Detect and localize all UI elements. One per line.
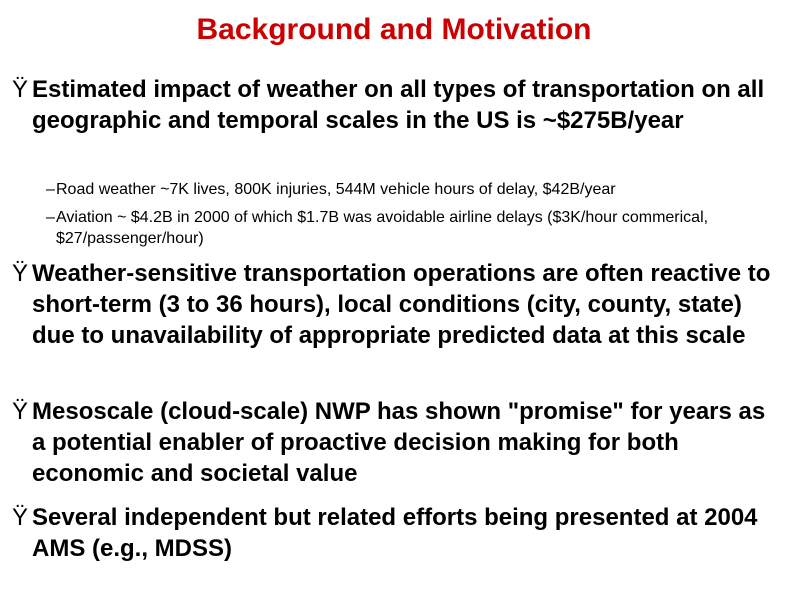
bullet-text: Estimated impact of weather on all types of transportation on all geographic and temporal scales in the US is ~$275B/year [32,76,765,134]
bullet-text: Weather-sensitive transportation operations are often reactive to short-term (3 to 36 hours), local conditions (city, county, state) due to unavailability of appropriate predicted data at this scale [32,260,771,349]
bullet-mesoscale-nwp [12,396,782,489]
sub-bullet-marker-icon: – [46,181,55,198]
bullet-reactive-operations [12,258,782,351]
bullet-related-efforts [12,502,782,564]
sub-bullet-text: Aviation ~ $4.2B in 2000 of which $1.7B was avoidable airline delays ($3K/hour commerical, $27/passenger/hour) [56,209,709,247]
sub-bullet-aviation [46,207,776,249]
bullet-marker-icon: Ÿ [12,504,29,531]
bullet-marker-icon: Ÿ [12,76,29,103]
bullet-weather-impact [12,74,782,136]
bullet-text: Several independent but related efforts being presented at 2004 AMS (e.g., MDSS) [32,504,758,562]
sub-bullet-road-weather [46,179,776,200]
sub-bullet-marker-icon: – [46,209,55,226]
bullet-text: Mesoscale (cloud-scale) NWP has shown "promise" for years as a potential enabler of proactive decision making for both economic and societal value [32,398,766,487]
slide-title: Background and Motivation [196,13,592,46]
sub-bullet-text: Road weather ~7K lives, 800K injuries, 544M vehicle hours of delay, $42B/year [56,181,616,198]
bullet-marker-icon: Ÿ [12,398,29,425]
bullet-marker-icon: Ÿ [12,260,29,287]
